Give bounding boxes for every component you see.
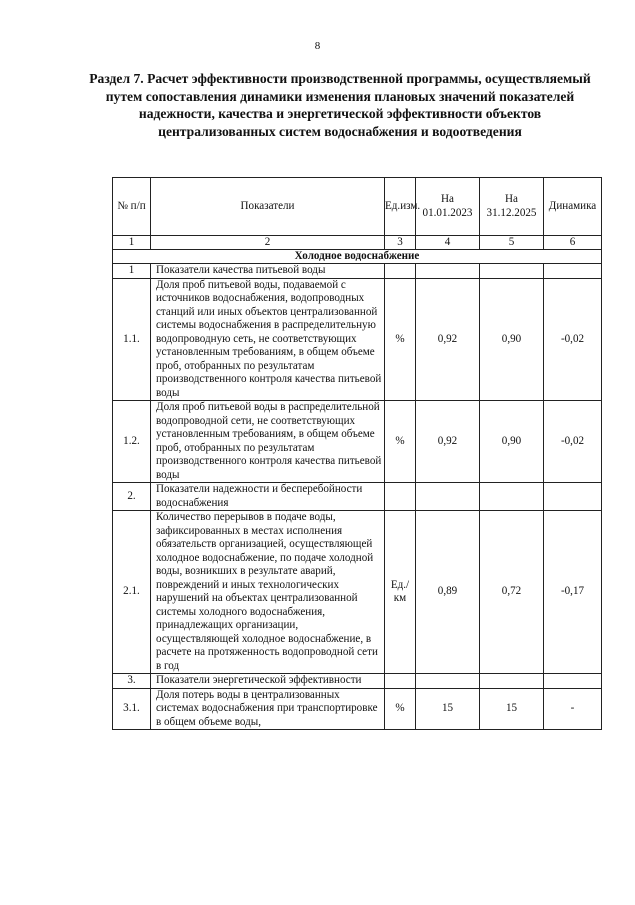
- column-number: 5: [480, 236, 544, 250]
- column-number: 3: [385, 236, 416, 250]
- row-number: 1: [113, 264, 151, 279]
- column-number: 1: [113, 236, 151, 250]
- row-value-2025: [480, 674, 544, 689]
- column-number: 4: [416, 236, 480, 250]
- row-dynamics: -0,02: [544, 401, 602, 483]
- row-value-2025: 0,72: [480, 511, 544, 674]
- row-value-2025: 0,90: [480, 401, 544, 483]
- row-unit: [385, 674, 416, 689]
- indicators-table: [112, 177, 602, 730]
- row-unit: [385, 483, 416, 511]
- header-2025: На 31.12.2025: [480, 178, 544, 236]
- row-indicator: Показатели качества питьевой воды: [151, 264, 385, 279]
- column-numbers-row: [113, 236, 602, 250]
- row-unit: %: [385, 278, 416, 401]
- row-indicator: Количество перерывов в подаче воды, зафиксированных в местах исполнения обязательств организацией, осуществляющей холодное водоснабжение, по подаче холодной воды, возникших в результате аварий, повреждений и иных технологических нарушений на объектах централизованной системы холодного водоснабжения, принадлежащих организации, осуществляющей холодное водоснабжение, в расчете на протяженность водопроводной сети в год: [151, 511, 385, 674]
- column-number: 2: [151, 236, 385, 250]
- header-number: № п/п: [113, 178, 151, 236]
- table-row: [113, 278, 602, 401]
- header-unit: Ед.изм.: [385, 178, 416, 236]
- page-number: 8: [314, 40, 321, 52]
- row-dynamics: -0,17: [544, 511, 602, 674]
- row-value-2025: [480, 483, 544, 511]
- row-number: 3.1.: [113, 688, 151, 730]
- table-header-row: [113, 178, 602, 236]
- row-number: 1.2.: [113, 401, 151, 483]
- row-value-2023: 0,89: [416, 511, 480, 674]
- row-indicator: Доля проб питьевой воды, подаваемой с источников водоснабжения, водопроводных станций или иных объектов централизованной системы водоснабжения в распределительную водопроводную сеть, не соответствующих установленным требованиям, в общем объеме проб, отобранных по результатам производственного контроля качества питьевой воды: [151, 278, 385, 401]
- row-unit: %: [385, 688, 416, 730]
- row-number: 2.: [113, 483, 151, 511]
- row-number: 2.1.: [113, 511, 151, 674]
- table-row: [113, 688, 602, 730]
- table-row: [113, 401, 602, 483]
- column-number: 6: [544, 236, 602, 250]
- row-value-2023: [416, 674, 480, 689]
- row-value-2025: [480, 264, 544, 279]
- row-value-2025: 15: [480, 688, 544, 730]
- section-title: Раздел 7. Расчет эффективности производственной программы, осуществляемый путем сопоставления динамики изменения плановых значений показателей надежности, качества и энергетической эффективности объектов централизованных систем водоснабжения и водоотведения: [89, 71, 591, 139]
- row-value-2023: 0,92: [416, 278, 480, 401]
- row-value-2023: 0,92: [416, 401, 480, 483]
- row-number: 1.1.: [113, 278, 151, 401]
- row-indicator: Доля проб питьевой воды в распределительной водопроводной сети, не соответствующих установленным требованиям, в общем объеме проб, отобранных по результатам производственного контроля качества питьевой воды: [151, 401, 385, 483]
- row-unit: [385, 264, 416, 279]
- row-value-2025: 0,90: [480, 278, 544, 401]
- row-dynamics: [544, 264, 602, 279]
- row-indicator: Доля потерь воды в централизованных системах водоснабжения при транспортировке в общем объеме воды,: [151, 688, 385, 730]
- section-heading: Холодное водоснабжение: [113, 250, 602, 264]
- table-row: [113, 511, 602, 674]
- row-dynamics: -0,02: [544, 278, 602, 401]
- row-dynamics: [544, 483, 602, 511]
- row-value-2023: 15: [416, 688, 480, 730]
- table-row: [113, 264, 602, 279]
- row-dynamics: -: [544, 688, 602, 730]
- section-row: [113, 250, 602, 264]
- row-unit: %: [385, 401, 416, 483]
- table-row: [113, 674, 602, 689]
- row-indicator: Показатели энергетической эффективности: [151, 674, 385, 689]
- row-dynamics: [544, 674, 602, 689]
- row-value-2023: [416, 264, 480, 279]
- row-unit: Ед./км: [385, 511, 416, 674]
- table-row: [113, 483, 602, 511]
- header-2023: На 01.01.2023: [416, 178, 480, 236]
- row-indicator: Показатели надежности и бесперебойности водоснабжения: [151, 483, 385, 511]
- header-indicators: Показатели: [151, 178, 385, 236]
- header-dynamics: Динамика: [544, 178, 602, 236]
- row-value-2023: [416, 483, 480, 511]
- row-number: 3.: [113, 674, 151, 689]
